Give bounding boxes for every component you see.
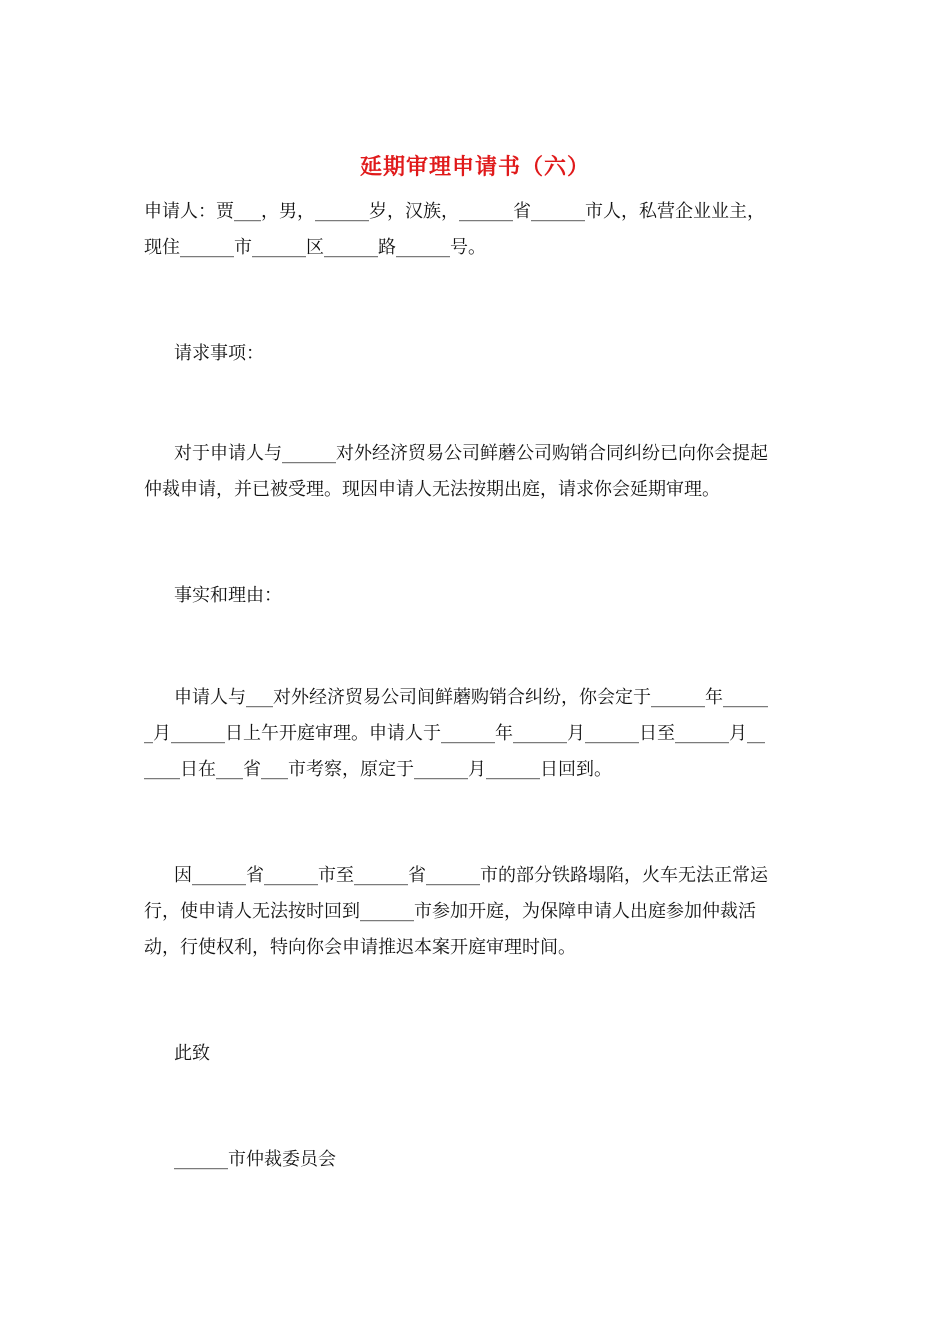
facts-heading-block <box>144 578 808 614</box>
document-title: 延期审理申请书（六） <box>359 154 590 180</box>
facts-heading: 事实和理由： <box>174 585 282 606</box>
facts-line-1: 申请人与___对外经济贸易公司间鲜蘑购销合纠纷，你会定于______年_____ <box>174 687 768 708</box>
request-heading: 请求事项： <box>174 343 264 364</box>
reason-line-1: 因______省______市至______省______市的部分铁路塌陷，火车无法正常运 <box>174 865 768 886</box>
reason-line-3: 动，行使权利，特向你会申请推迟本案开庭审理时间。 <box>144 937 576 958</box>
applicant-info <box>144 194 808 266</box>
closing-block <box>144 1036 808 1072</box>
request-line-2: 仲裁申请，并已被受理。现因申请人无法按期出庭，请求你会延期审理。 <box>144 479 720 500</box>
facts-line-2: _月______日上午开庭审理。申请人于______年______月______日至______月__ <box>144 723 765 744</box>
request-line-1: 对于申请人与______对外经济贸易公司鲜蘑公司购销合同纠纷已向你会提起 <box>174 443 768 464</box>
reason-content <box>144 858 808 966</box>
facts-line-3: ____日在___省___市考察，原定于______月______日回到。 <box>144 759 612 780</box>
reason-line-2: 行，使申请人无法按时回到______市参加开庭，为保障申请人出庭参加仲裁活 <box>144 901 756 922</box>
request-heading-block <box>144 336 808 372</box>
applicant-line-2: 现住______市______区______路______号。 <box>144 237 486 258</box>
closing-text: 此致 <box>174 1043 210 1064</box>
recipient-block <box>144 1142 808 1178</box>
recipient-text: ______市仲裁委员会 <box>174 1149 336 1170</box>
request-content <box>144 436 808 508</box>
applicant-line-1: 申请人：贾___，男，______岁，汉族，______省______市人，私营企业业主， <box>144 201 765 222</box>
facts-content <box>144 680 808 788</box>
